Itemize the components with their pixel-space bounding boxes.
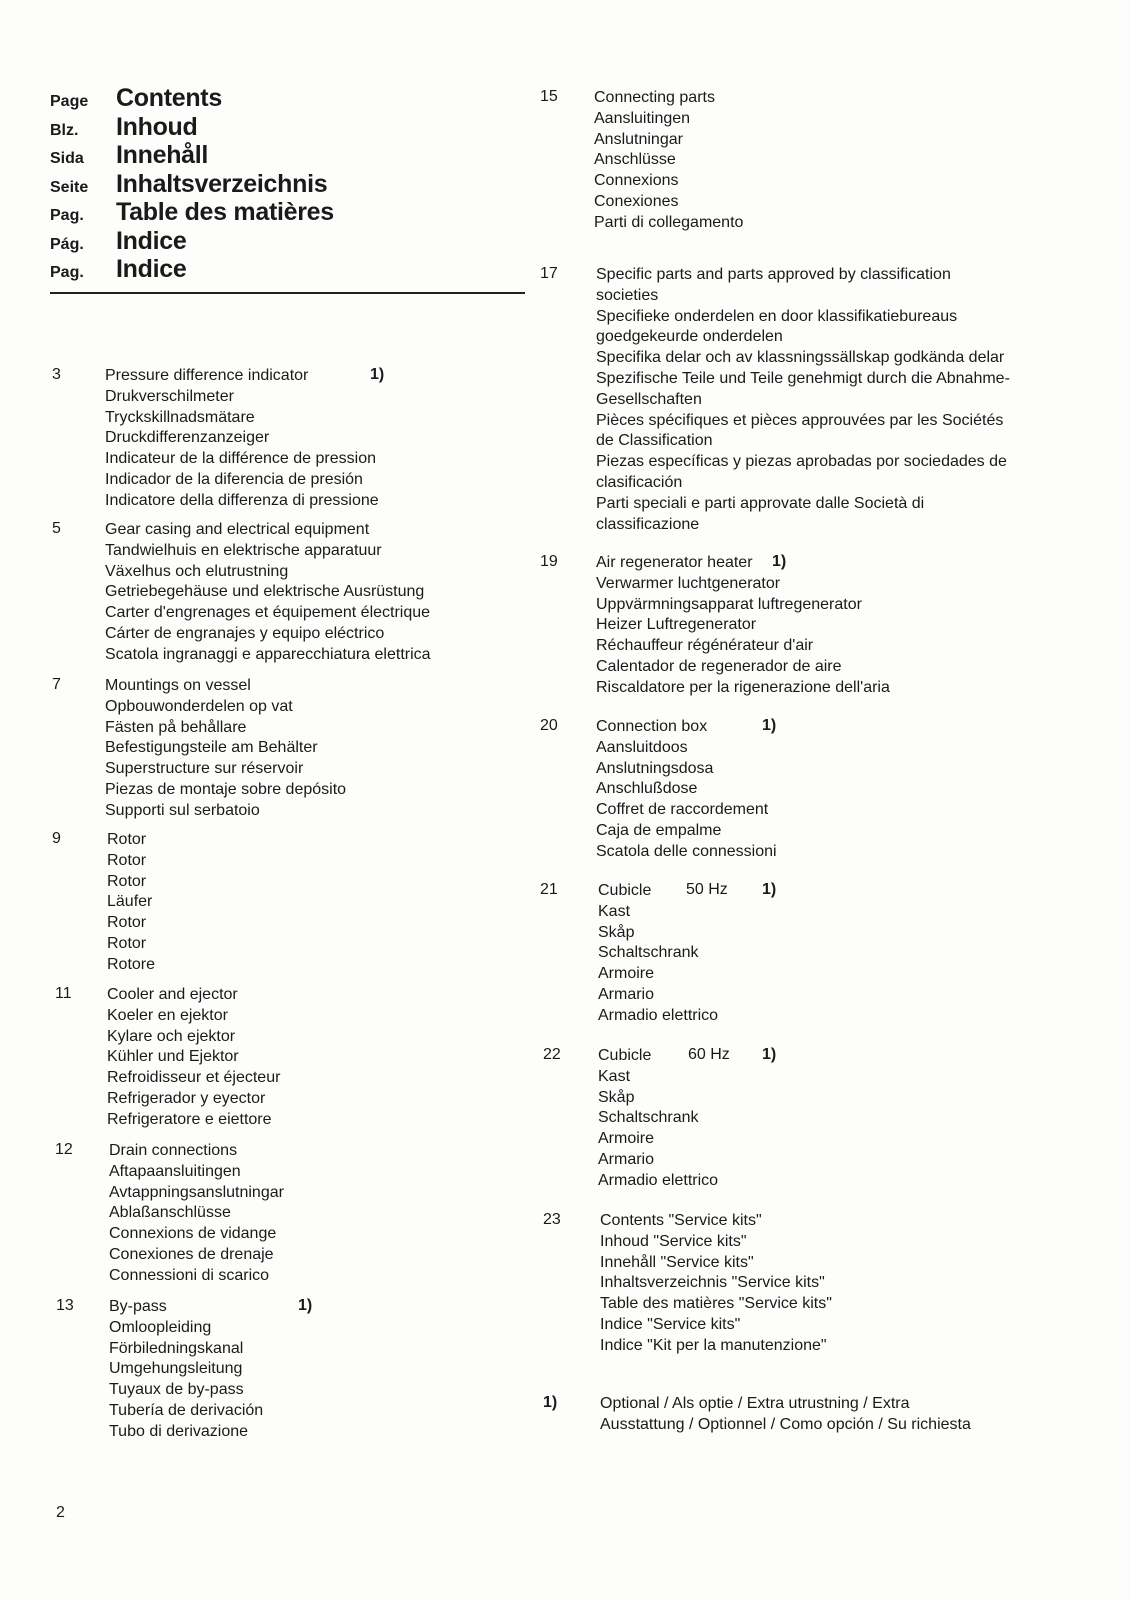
entry-title-line: Gear casing and electrical equipment — [105, 521, 370, 538]
entry-page-number: 3 — [52, 366, 61, 383]
entry-title-line: Skåp — [598, 1088, 635, 1106]
entry-title-line: Contents "Service kits" — [600, 1212, 762, 1229]
entry-page-number: 21 — [540, 881, 558, 898]
entry-page-number: 22 — [543, 1046, 561, 1063]
entry-title-line: Tubo di derivazione — [109, 1422, 249, 1440]
entry-title-line: Kylare och ejektor — [107, 1027, 236, 1045]
entry-page-number: 12 — [55, 1141, 73, 1158]
entry-title-line: Optional / Als optie / Extra utrustning / Extra — [600, 1395, 910, 1412]
page-label: Seite — [50, 178, 89, 196]
entry-title-line: Heizer Luftregenerator — [596, 616, 757, 634]
entry-title-line: Rotor — [107, 914, 147, 932]
entry-title-line: Ablaßanschlüsse — [109, 1204, 231, 1222]
entry-page-number: 11 — [55, 985, 72, 1002]
entry-title-line: Rotor — [107, 831, 147, 848]
entry-title-line: Opbouwonderdelen op vat — [105, 697, 293, 715]
entry-title-line: Armario — [598, 1150, 655, 1168]
entry-title-line: By-pass — [109, 1298, 167, 1315]
page-label: Blz. — [50, 121, 79, 139]
header-row — [50, 255, 525, 284]
page-label: Sida — [50, 150, 84, 167]
entry-title-line: Cárter de engranajes y equipo eléctrico — [105, 624, 385, 642]
entry-title-line: Befestigungsteile am Behälter — [105, 739, 318, 757]
entry-title-line: de Classification — [596, 432, 713, 450]
entry-page-number: 23 — [543, 1211, 561, 1228]
entry-title-line: Piezas específicas y piezas aprobadas por sociedades de — [596, 453, 1007, 471]
entry-title-line: Getriebegehäuse und elektrische Ausrüstung — [105, 583, 425, 601]
entry-title-line: Rotore — [107, 955, 156, 973]
entry-page-number: 19 — [540, 553, 558, 570]
entry-page-number: 20 — [540, 717, 558, 734]
entry-title-line: Fästen på behållare — [105, 718, 247, 736]
entry-title-line: Pressure difference indicator — [105, 367, 309, 384]
entry-title-line: Druckdifferenzanzeiger — [105, 429, 270, 447]
entry-title-line: Växelhus och elutrustning — [105, 562, 289, 580]
entry-title-line: Rotor — [107, 872, 147, 890]
entry-title-line: Rotor — [107, 934, 147, 952]
entry-title-line: Anslutningar — [594, 130, 683, 148]
page-label: Pág. — [50, 235, 84, 253]
entry-title-line: Kühler und Ejektor — [107, 1048, 239, 1066]
contents-title: Indice — [116, 226, 187, 255]
frequency-label: 60 Hz — [688, 1046, 730, 1063]
entry-title-line: Connessioni di scarico — [109, 1266, 270, 1284]
right-entry-titles — [594, 88, 743, 234]
entry-title-line: Superstructure sur réservoir — [105, 760, 304, 778]
entry-title-line: Table des matières "Service kits" — [600, 1295, 832, 1313]
contents-header — [50, 84, 525, 294]
entry-title-line: Inhoud "Service kits" — [600, 1232, 747, 1250]
entry-title-line: Coffret de raccordement — [596, 801, 769, 819]
right-entry-titles — [596, 265, 1010, 535]
entry-title-line: Supporti sul serbatoio — [105, 801, 260, 819]
entry-title-line: Refrigerador y eyector — [107, 1089, 266, 1107]
entry-title-line: Armadio elettrico — [598, 1006, 719, 1024]
header-row — [50, 84, 525, 113]
entry-title-line: Läufer — [107, 893, 153, 911]
header-row — [50, 141, 525, 170]
entry-title-line: Drukverschilmeter — [105, 387, 234, 405]
entry-title-line: Indicateur de la différence de pression — [105, 450, 376, 468]
page-label: Pag. — [50, 207, 84, 224]
entry-title-line: Cubicle — [598, 1047, 652, 1064]
entry-title-line: Anschlüsse — [594, 151, 676, 169]
entry-title-line: Umgehungsleitung — [109, 1360, 243, 1378]
entry-title-line: Inhaltsverzeichnis "Service kits" — [600, 1274, 825, 1292]
contents-title: Indice — [116, 255, 187, 283]
entry-title-line: Mountings on vessel — [105, 677, 251, 694]
entry-title-line: Omloopleiding — [109, 1318, 212, 1336]
entry-title-line: Ausstattung / Optionnel / Como opción / Su richiesta — [600, 1415, 971, 1433]
entry-title-line: Tuyaux de by-pass — [109, 1381, 244, 1399]
entry-title-line: Tryckskillnadsmätare — [105, 408, 255, 426]
entry-title-line: Verwarmer luchtgenerator — [596, 574, 781, 592]
header-row — [50, 198, 525, 227]
entry-title-line: Aansluitdoos — [596, 738, 688, 756]
header-row — [50, 227, 525, 256]
entry-title-line: Armario — [598, 985, 655, 1003]
left-entry-titles — [109, 1297, 263, 1443]
entry-title-line: Pièces spécifiques et pièces approuvées par les Sociétés — [596, 411, 1004, 429]
entry-page-number: 13 — [56, 1297, 74, 1314]
entry-title-line: Gesellschaften — [596, 390, 702, 408]
entry-title-line: Armadio elettrico — [598, 1171, 719, 1189]
optional-footnote-marker: 1) — [762, 1046, 777, 1063]
header-row — [50, 170, 525, 199]
entry-title-line: Conexiones — [594, 192, 679, 210]
entry-title-line: Carter d'engrenages et équipement électrique — [105, 604, 431, 622]
entry-title-line: Uppvärmningsapparat luftregenerator — [596, 595, 862, 613]
entry-title-line: Anschlußdose — [596, 780, 698, 798]
left-entry-titles — [105, 676, 346, 822]
entry-page-number: 7 — [52, 676, 61, 693]
entry-title-line: Armoire — [598, 1130, 655, 1148]
entry-title-line: Cubicle — [598, 882, 652, 899]
optional-footnote-marker: 1) — [298, 1297, 313, 1314]
entry-page-number: 5 — [52, 520, 61, 537]
entry-title-line: Schaltschrank — [598, 1109, 699, 1127]
entry-title-line: Indicatore della differenza di pressione — [105, 491, 379, 509]
entry-title-line: Specifieke onderdelen en door klassifikatiebureaus — [596, 307, 958, 325]
contents-title: Table des matières — [116, 198, 334, 226]
header-row — [50, 113, 525, 142]
entry-title-line: Air regenerator heater — [596, 554, 753, 571]
entry-title-line: Connexions de vidange — [109, 1225, 277, 1243]
entry-title-line: Calentador de regenerador de aire — [596, 657, 842, 675]
entry-title-line: Avtappningsanslutningar — [109, 1183, 284, 1201]
contents-title: Innehåll — [116, 141, 209, 169]
entry-title-line: Connecting parts — [594, 89, 715, 106]
entry-title-line: classificazione — [596, 515, 700, 533]
entry-title-line: Riscaldatore per la rigenerazione dell'aria — [596, 678, 890, 696]
entry-title-line: Spezifische Teile und Teile genehmigt durch die Abnahme- — [596, 369, 1010, 387]
right-entry-titles — [600, 1394, 971, 1436]
entry-title-line: Tandwielhuis en elektrische apparatuur — [105, 541, 382, 559]
right-entry-titles — [598, 881, 718, 1027]
entry-title-line: Scatola ingranaggi e apparecchiatura elettrica — [105, 645, 431, 663]
entry-title-line: Drain connections — [109, 1142, 238, 1159]
entry-page-number: 1) — [543, 1394, 558, 1411]
optional-footnote-marker: 1) — [772, 553, 787, 570]
entry-title-line: Aftapaansluitingen — [109, 1162, 241, 1180]
entry-title-line: Indicador de la diferencia de presión — [105, 470, 363, 488]
entry-title-line: Connection box — [596, 718, 708, 735]
entry-title-line: Réchauffeur régénérateur d'air — [596, 637, 814, 655]
entry-page-number: 9 — [52, 830, 61, 847]
entry-title-line: Aansluitingen — [594, 109, 691, 127]
entry-title-line: Conexiones de drenaje — [109, 1245, 274, 1263]
page-label: Pag. — [50, 264, 84, 281]
entry-title-line: Specific parts and parts approved by classification — [596, 266, 951, 283]
entry-page-number: 15 — [540, 88, 558, 105]
entry-page-number: 17 — [540, 265, 558, 282]
entry-title-line: Armoire — [598, 965, 655, 983]
entry-title-line: Innehåll "Service kits" — [600, 1253, 754, 1271]
entry-title-line: Indice "Service kits" — [600, 1315, 741, 1333]
contents-title: Contents — [116, 84, 222, 112]
entry-title-line: Koeler en ejektor — [107, 1006, 228, 1024]
entry-title-line: Parti speciali e parti approvate dalle Società di — [596, 494, 925, 512]
entry-title-line: Scatola delle connessioni — [596, 842, 777, 860]
entry-title-line: Indice "Kit per la manutenzione" — [600, 1336, 827, 1354]
optional-footnote-marker: 1) — [762, 881, 777, 898]
left-entry-titles — [107, 985, 280, 1131]
optional-footnote-marker: 1) — [370, 366, 385, 383]
entry-title-line: Förbiledningskanal — [109, 1339, 244, 1357]
entry-title-line: Piezas de montaje sobre depósito — [105, 780, 347, 798]
entry-title-line: goedgekeurde onderdelen — [596, 328, 783, 346]
left-entry-titles — [109, 1141, 284, 1287]
contents-title: Inhoud — [116, 112, 198, 141]
entry-title-line: Specifika delar och av klassningssällskap godkända delar — [596, 349, 1005, 367]
right-entry-titles — [596, 553, 890, 699]
left-entry-titles — [105, 520, 431, 666]
entry-title-line: Skåp — [598, 923, 635, 941]
entry-title-line: Parti di collegamento — [594, 213, 744, 231]
right-entry-titles — [598, 1046, 718, 1192]
entry-title-line: Cooler and ejector — [107, 986, 238, 1003]
page-label: Page — [50, 93, 89, 110]
entry-title-line: Refroidisseur et éjecteur — [107, 1069, 281, 1087]
left-entry-titles — [107, 830, 155, 976]
entry-title-line: societies — [596, 286, 659, 304]
frequency-label: 50 Hz — [686, 881, 728, 898]
left-entry-titles — [105, 366, 379, 512]
optional-footnote-marker: 1) — [762, 717, 777, 734]
entry-title-line: Schaltschrank — [598, 944, 699, 962]
entry-title-line: clasificación — [596, 473, 683, 491]
right-entry-titles — [596, 717, 777, 863]
entry-title-line: Kast — [598, 1067, 631, 1085]
entry-title-line: Rotor — [107, 851, 147, 869]
entry-title-line: Anslutningsdosa — [596, 759, 714, 777]
entry-title-line: Tubería de derivación — [109, 1401, 264, 1419]
right-entry-titles — [600, 1211, 832, 1357]
entry-title-line: Kast — [598, 902, 631, 920]
contents-title: Inhaltsverzeichnis — [116, 169, 328, 198]
entry-title-line: Connexions — [594, 172, 679, 190]
page-number: 2 — [56, 1504, 65, 1521]
entry-title-line: Refrigeratore e eiettore — [107, 1110, 272, 1128]
entry-title-line: Caja de empalme — [596, 821, 722, 839]
